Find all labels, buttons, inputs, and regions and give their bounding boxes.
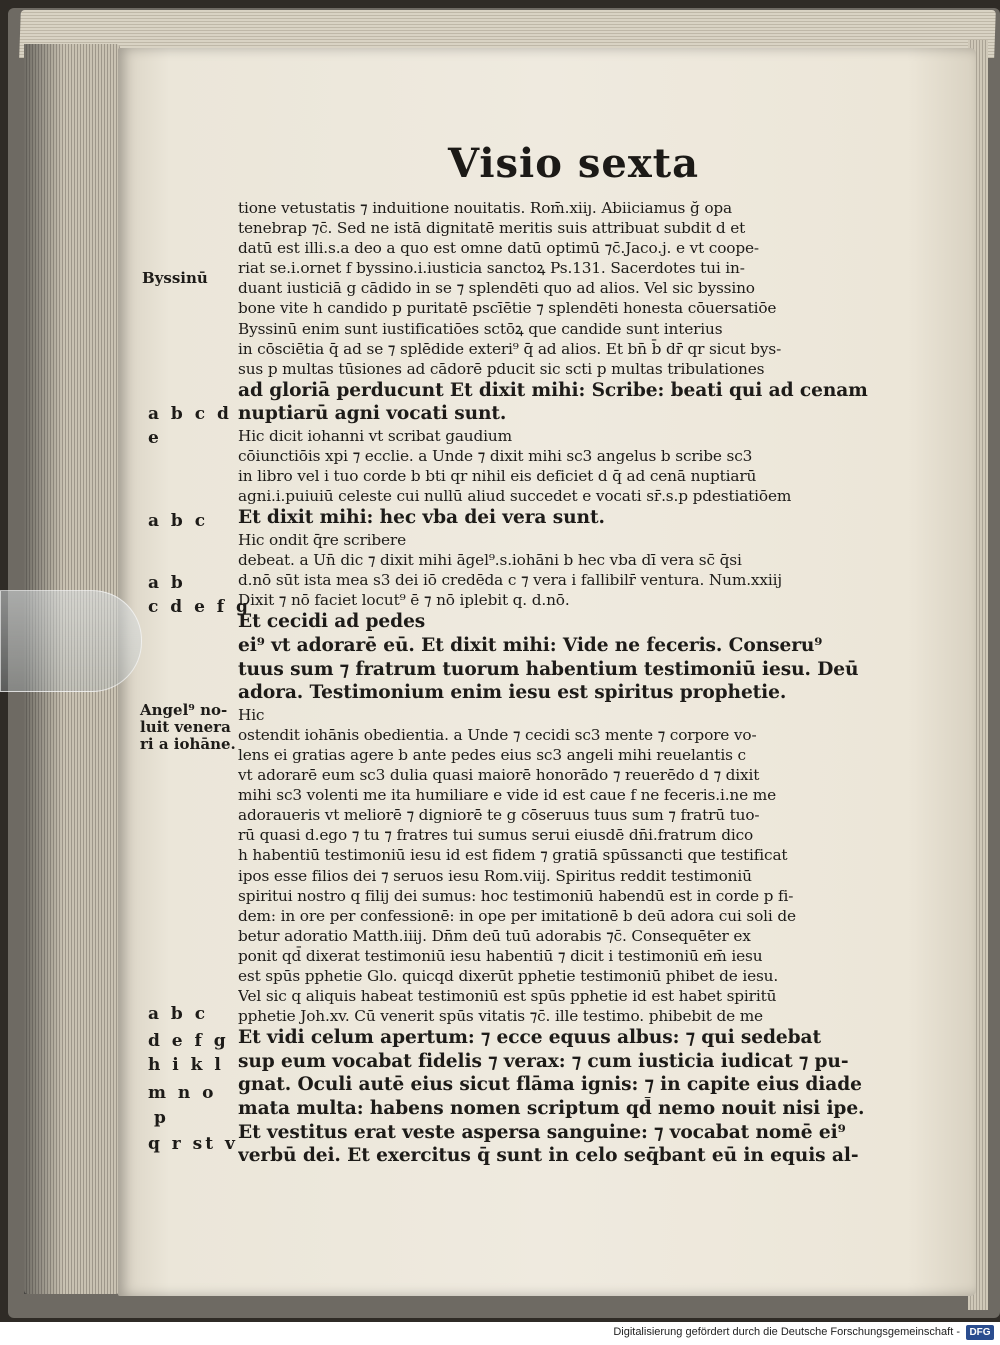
- scripture-block: [238, 379, 878, 426]
- text-line: vt adorarē eum sc3 dulia quasi maiorē honorādo ⁊ reuerēdo d ⁊ dixit: [238, 766, 760, 785]
- text-line: datū est illi.s.a deo a quo est omne datū optimū ⁊c̄.Jaco.j. e vt coope-: [238, 239, 759, 258]
- commentary-block: [238, 705, 878, 1027]
- text-line: sus p multas tūsiones ad cādorē pducit sic scti p multas tribulationes: [238, 359, 765, 378]
- text-line: ei⁹ vt adorarē eū. Et dixit mihi: Vide ne feceris. Conseru⁹: [238, 634, 823, 656]
- footer-credit: Digitalisierung gefördert durch die Deutsche Forschungsgemeinschaft -: [613, 1326, 960, 1338]
- text-line: ad gloriā perducunt Et dixit mihi: Scribe: beati qui ad cenam: [238, 379, 868, 401]
- page-heading: Visio sexta: [448, 140, 700, 187]
- text-line: ponit qd̄ dixerat testimoniū iesu habentiū ⁊ dicit i testimoniū em̄ iesu: [238, 946, 763, 965]
- margin-letters: d e f g: [148, 1031, 229, 1051]
- text-line: duant iusticiā g cādido in se ⁊ splendēti quo ad alios. Vel sic byssino: [238, 279, 755, 298]
- text-line: tenebrap ⁊c̄. Sed ne istā dignitatē meritis suis attribuat subdit d et: [238, 219, 746, 238]
- text-line: dem: in ore per confessionē: in ope per imitationē b deū adora cui soli de: [238, 906, 796, 925]
- margin-letters: a b c: [148, 511, 209, 531]
- margin-letters: e: [148, 428, 162, 448]
- text-line: Hic dicit iohanni vt scribat gaudium: [238, 427, 512, 446]
- text-line: verbū dei. Et exercitus q̄ sunt in celo seq̄bant eū in equis al-: [238, 1145, 859, 1167]
- text-line: ipos esse filios dei ⁊ seruos iesu Rom.viij. Spiritus reddit testimoniū: [238, 866, 752, 885]
- commentary-block: [238, 530, 878, 610]
- text-line: tione vetustatis ⁊ induitione nouitatis. Rom̄.xiiȷ. Abiiciamus ğ opa: [238, 199, 733, 217]
- margin-note-line: luit venera: [140, 718, 231, 736]
- text-line: riat se.i.ornet f byssino.i.iusticia sanctoꝝ Ps.131. Sacerdotes tui in-: [238, 259, 745, 278]
- margin-letters: p: [154, 1108, 169, 1128]
- text-line: Et dixit mihi: hec vba dei vera sunt.: [238, 507, 605, 529]
- scripture-block: [238, 506, 878, 530]
- text-line: pphetie Joh.xv. Cū venerit spūs vitatis ⁊c̄. ille testimo. phibebit de me: [238, 1007, 763, 1026]
- text-line: d.nō sūt ista mea s3 dei iō credēda c ⁊ vera i fallibilr̄ ventura. Num.xxiij: [238, 571, 782, 590]
- text-line: nuptiarū agni vocati sunt.: [238, 403, 507, 425]
- text-line: gnat. Oculi autē eius sicut flāma ignis: ⁊ in capite eius diade: [238, 1074, 862, 1096]
- text-line: Et vidi celum apertum: ⁊ ecce equus albus: ⁊ qui sedebat: [238, 1027, 821, 1049]
- text-line: agni.i.puiuiū celeste cui nullū aliud succedet e vocati sr̄.s.p pdestiatiōem: [238, 487, 792, 506]
- text-line: tuus sum ⁊ fratrum tuorum habentium testimoniū iesu. Deū: [238, 658, 859, 680]
- margin-letters: c d e f g: [148, 597, 251, 617]
- text-line: mata multa: habens nomen scriptum qd̄ nemo nouit nisi ipe.: [238, 1098, 865, 1120]
- text-line: h habentiū testimoniū iesu id est fidem ⁊ gratiā spūssancti que testificat: [238, 846, 788, 865]
- text-line: Hic ondit q̄re scribere: [238, 531, 406, 549]
- page-text: [238, 198, 878, 1168]
- text-line: in cōsciētia q̄ ad se ⁊ splēdide exteri⁹ q̄ ad alios. Et bn̄ b̄ dr̄ qr sicut bys-: [238, 339, 782, 358]
- text-line: betur adoratio Matth.iiij. Dn̄m deū tuū adorabis ⁊c̄. Consequēter ex: [238, 926, 751, 945]
- text-line: mihi sc3 volenti me ita humiliare e vide id est caue f ne feceris.i.ne me: [238, 786, 776, 805]
- commentary-block: [238, 426, 878, 506]
- margin-letters: a b c d: [148, 404, 232, 424]
- text-line: cōiunctiōis xpi ⁊ ecclie. a Unde ⁊ dixit mihi sc3 angelus b scribe sc3: [238, 447, 753, 466]
- text-line: adoraueris vt meliorē ⁊ digniorē te g cōseruus tuus sum ⁊ fratrū tuo-: [238, 806, 760, 825]
- margin-letters: a b c: [148, 1004, 209, 1024]
- text-line: rū quasi d.ego ⁊ tu ⁊ fratres tui sumus serui eiusdē dn̄i.fratrum dico: [238, 826, 754, 845]
- text-line: Et cecidi ad pedes: [238, 611, 426, 633]
- text-line: Byssinū enim sunt iustificatiōes sctōꝝ que candide sunt interius: [238, 319, 723, 338]
- text-line: Hic: [238, 705, 265, 724]
- text-line: Vel sic q aliquis habeat testimoniū est spūs pphetie id est habet spiritū: [238, 987, 777, 1006]
- margin-note-line: ri a iohāne.: [140, 735, 236, 753]
- text-line: Et vestitus erat veste aspersa sanguine: ⁊ vocabat nomē ei⁹: [238, 1121, 846, 1143]
- text-line: sup eum vocabat fidelis ⁊ verax: ⁊ cum iusticia iudicat ⁊ pu-: [238, 1050, 849, 1072]
- text-line: est spūs pphetie Glo. quicqd dixerūt pphetie testimoniū phibet de iesu.: [238, 966, 779, 985]
- text-line: in libro vel i tuo corde b bti qr nihil eis deficiet d q̄ ad cenā nuptiarū: [238, 467, 757, 486]
- dfg-logo: DFG: [966, 1325, 994, 1340]
- commentary-block: [238, 198, 878, 379]
- text-line: debeat. a Un̄ dic ⁊ dixit mihi āgel⁹.s.iohāni b hec vba dī vera sc̄ q̄si: [238, 551, 742, 570]
- margin-letters: a b: [148, 573, 186, 593]
- scripture-block: [238, 1026, 878, 1168]
- text-line: Dixit ⁊ nō faciet locut⁹ ē ⁊ nō iplebit q. d.nō.: [238, 591, 570, 610]
- text-line: bone vite h candido p puritatē pscīētie ⁊ splendēti honesta cōuersatiōe: [238, 299, 777, 318]
- text-line: lens ei gratias agere b ante pedes eius sc3 angeli mihi reuelantis c: [238, 745, 746, 764]
- text-line: adora. Testimonium enim iesu est spiritus prophetie.: [238, 682, 787, 704]
- text-line: spiritui nostro q filij dei sumus: hoc testimoniū habendū est in corde p fi-: [238, 886, 794, 905]
- margin-letters: m n o: [148, 1083, 217, 1103]
- margin-letters: q r st v: [148, 1134, 238, 1154]
- margin-letters: h i k l: [148, 1055, 224, 1075]
- margin-note-line: Angel⁹ no-: [140, 701, 228, 719]
- margin-note-angel: [140, 702, 236, 753]
- plastic-page-holder: [0, 590, 142, 692]
- text-line: ostendit iohānis obedientia. a Unde ⁊ cecidi sc3 mente ⁊ corpore vo-: [238, 725, 757, 744]
- margin-note-byssinu: Byssinū: [142, 269, 208, 287]
- scripture-block: [238, 610, 878, 704]
- footer-bar: [0, 1322, 1000, 1345]
